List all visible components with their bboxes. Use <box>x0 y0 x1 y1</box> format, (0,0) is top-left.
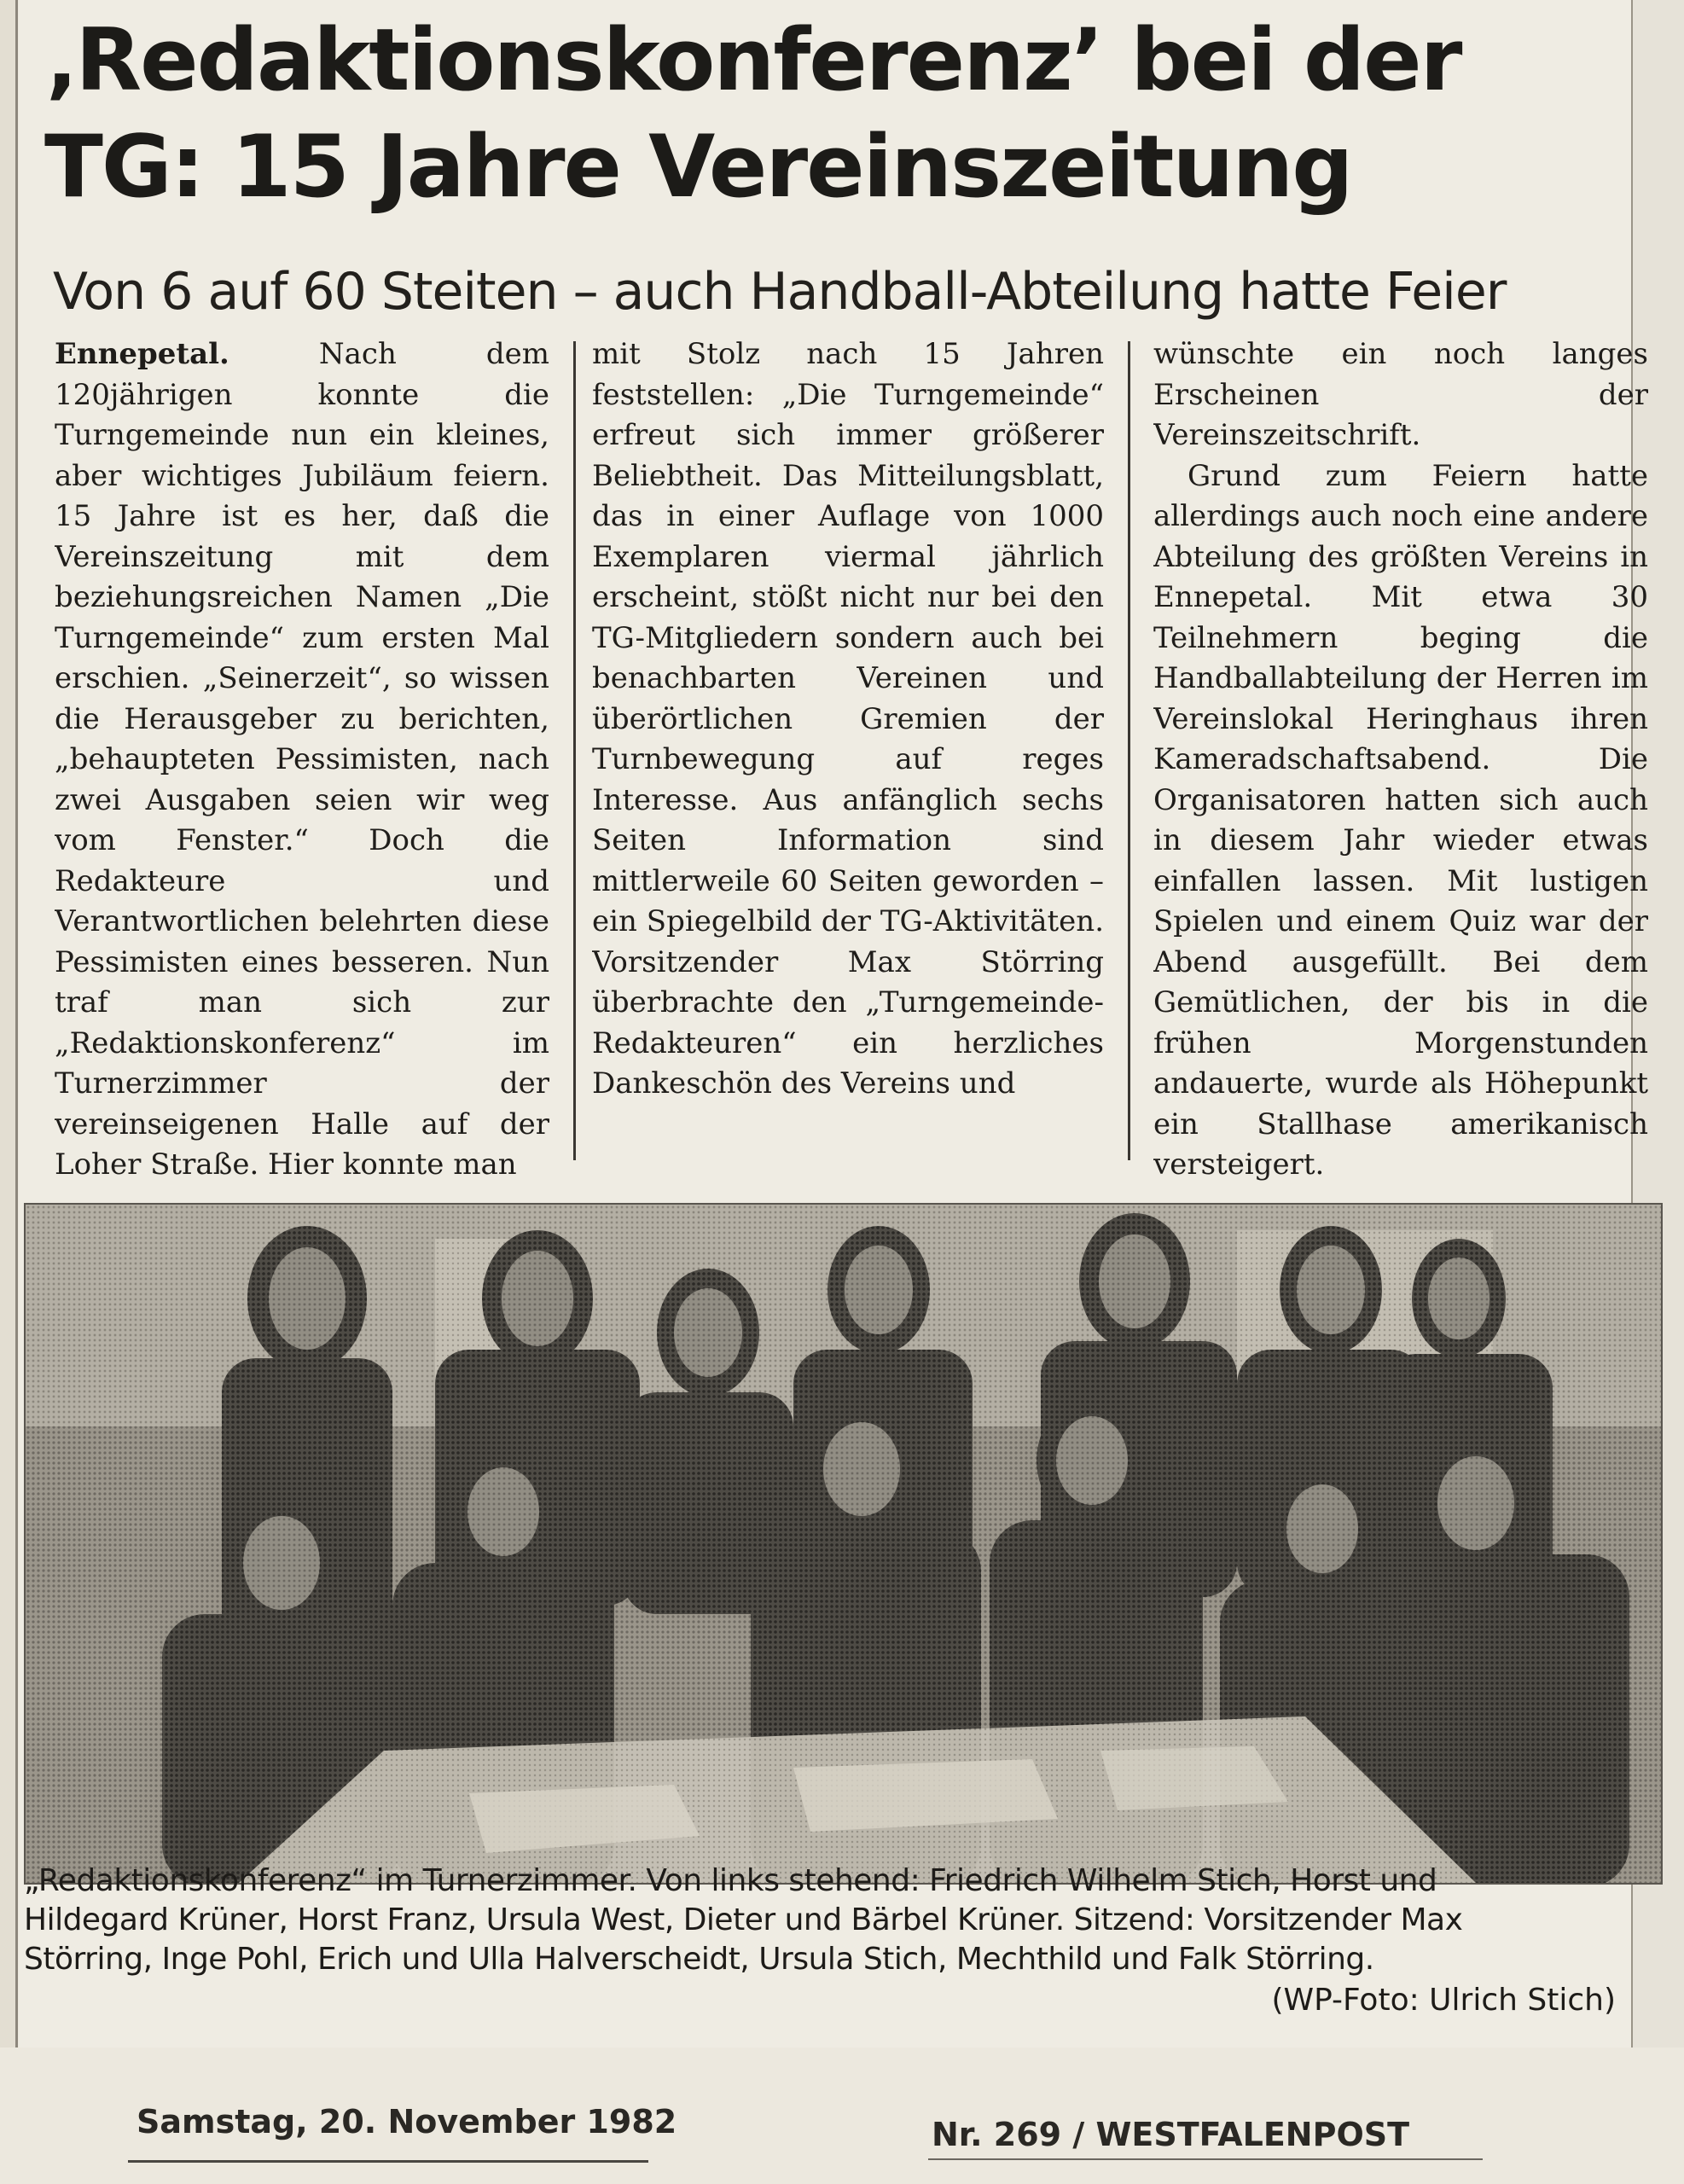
column-3-paragraph-2: Grund zum Feiern hatte allerdings auch noch eine andere Abteilung des größten Vereins in Ennepetal. Mit etwa 30 Teilnehmern beging die Handballabteilung der Herren im Vereinslokal Heringhaus ihren Kameradschaftsabend. Die Organisatoren hatten sich auch in diesem Jahr wieder etwas einfallen lassen. Mit lustigen Spielen und einem Quiz war der Abend ausgefüllt. Bei dem Gemütlichen, der bis in die frühen Morgenstunden andauerte, wurde als Höhepunkt ein Stallhase amerikanisch versteigert. <box>1153 458 1648 1182</box>
group-photo-illustration <box>26 1205 1661 1883</box>
caption-line: Störring, Inge Pohl, Erich und Ulla Halverscheidt, Ursula Stich, Mechthild und Falk Störring. <box>24 1942 1374 1977</box>
group-photo <box>24 1203 1663 1885</box>
column-1-text: Nach dem 120jährigen konnte die Turngemeinde nun ein kleines, aber wichtiges Jubiläum feiern. 15 Jahre ist es her, daß die Vereinszeitung mit dem beziehungsreichen Namen „Die Turngemeinde“ zum ersten Mal erschien. „Seinerzeit“, so wissen die Herausgeber zu berichten, „behaupteten Pessimisten, nach zwei Ausgaben seien wir weg vom Fenster.“ Doch die Redakteure und Verantwortlichen belehrten diese Pessimisten eines besseren. Nun traf man sich zur „Redaktionskonferenz“ im Turnerzimmer der vereinseigenen Halle auf der Loher Straße. Hier konnte man <box>55 337 549 1182</box>
column-rule <box>573 341 576 1160</box>
dateline: Ennepetal. <box>55 337 229 371</box>
headline: ‚Redaktionskonferenz’ bei der TG: 15 Jahre Vereinszeitung <box>44 9 1461 217</box>
article-column-1 <box>55 334 549 1188</box>
caption-line: Hildegard Krüner, Horst Franz, Ursula West, Dieter und Bärbel Krüner. Sitzend: Vorsitzender Max <box>24 1902 1463 1937</box>
article-column-3 <box>1153 334 1648 1188</box>
photo-credit: (WP-Foto: Ulrich Stich) <box>1271 1983 1616 2018</box>
newspaper-issue: Nr. 269 / WESTFALENPOST <box>932 2116 1410 2153</box>
caption-line: „Redaktionskonferenz“ im Turnerzimmer. Von links stehend: Friedrich Wilhelm Stich, Horst und <box>24 1863 1437 1898</box>
column-2-text: mit Stolz nach 15 Jahren feststellen: „Die Turngemeinde“ erfreut sich immer größerer Beliebtheit. Das Mitteilungsblatt, das in einer Auflage von 1000 Exemplaren viermal jährlich erscheint, stößt nicht nur bei den TG-Mitgliedern sondern auch bei benachbarten Vereinen und überörtlichen Gremien der Turnbewegung auf reges Interesse. Aus anfänglich sechs Seiten Information sind mittlerweile 60 Seiten geworden – ein Spiegelbild der TG-Aktivitäten. Vorsitzender Max Störring überbrachte den „Turngemeinde-Redakteuren“ ein herzliches Dankeschön des Vereins und <box>592 337 1104 1101</box>
footer-rule <box>128 2160 648 2163</box>
column-3-paragraph-1: wünschte ein noch langes Erscheinen der Vereinszeitschrift. <box>1153 337 1648 452</box>
subheadline: Von 6 auf 60 Steiten – auch Handball-Abteilung hatte Feier <box>53 262 1507 322</box>
paper-edge-left <box>0 0 18 2048</box>
footer-rule <box>928 2158 1483 2160</box>
photo-caption <box>24 1862 1662 1979</box>
column-rule <box>1128 341 1130 1160</box>
article-column-2 <box>592 334 1104 1188</box>
publication-date: Samstag, 20. November 1982 <box>136 2103 677 2140</box>
